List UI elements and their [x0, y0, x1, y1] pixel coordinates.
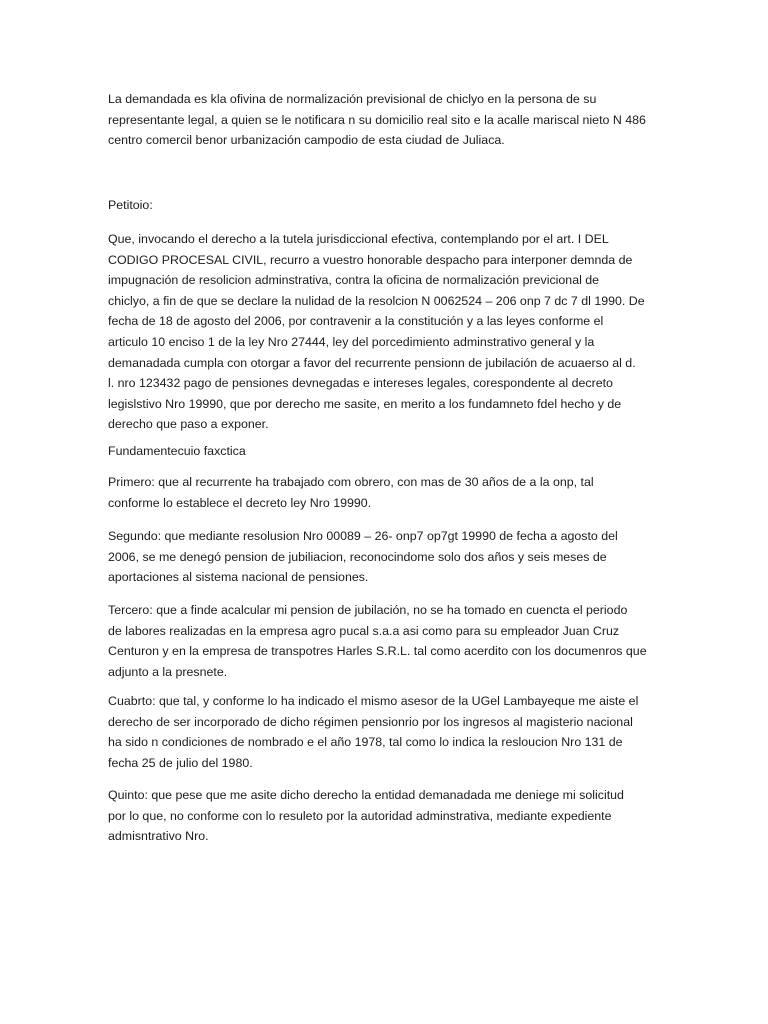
petitorio-paragraph: Que, invocando el derecho a la tutela jurisdiccional efectiva, contemplando por el art. I DEL CODIGO PROCESAL CIVIL, recurro a vuestro honorable despacho para interponer demnda de impugnación de resolicion adminstrativa, contra la oficina de normalización previcional de chiclyo, a fin de que se declare la nulidad de la resolcion N 0062524 – 206 onp 7 dc 7 dl 1990. De fecha de 18 de agosto del 2006, por contravenir a la constitución y a las leyes conforme el articulo 10 enciso 1 de la ley Nro 27444, ley del porcedimiento adminstrativo general y la demanadada cumpla con otorgar a favor del recurrente pensionn de jubilación de acuaerso al d. l. nro 123432 pago de pensiones devnegadas e intereses legales, corespondente al decreto legislstivo Nro 19990, que por derecho me sasite, en merito a los fundamneto fdel hecho y de derecho que paso a exponer.: [108, 232, 645, 432]
primero-paragraph: Primero: que al recurrente ha trabajado com obrero, con mas de 30 años de a la onp, tal conforme lo establece el decreto ley Nro 19990.: [108, 475, 594, 510]
segundo-paragraph: Segundo: que mediante resolusion Nro 00089 – 26- onp7 op7gt 19990 de fecha a agosto del 2006, se me denegó pension de jubiliacion, reconocindome solo dos años y seis meses de aportaciones al sistema nacional de pensiones.: [108, 529, 618, 585]
quinto-paragraph: Quinto: que pese que me asite dicho derecho la entidad demanadada me deniege mi solicitud por lo que, no conforme con lo resuleto por la autoridad adminstrativa, mediante expediente admisntrativo Nro.: [108, 788, 624, 844]
cuarto-paragraph: Cuabrto: que tal, y conforme lo ha indicado el mismo asesor de la UGel Lambayeque me aiste el derecho de ser incorporado de dicho régimen pensionrio por los ingresos al magisterio nacional ha sido n condiciones de nombrado e el año 1978, tal como lo indica la resloucion Nro 131 de fecha 25 de julio del 1980.: [108, 694, 639, 770]
fundamentos-heading: Fundamentecuio faxctica: [108, 444, 246, 458]
petitorio-heading: Petitoio:: [108, 198, 153, 212]
tercero-paragraph: Tercero: que a finde acalcular mi pension de jubilación, no se ha tomado en cuencta el periodo de labores realizadas en la empresa agro pucal s.a.a asi como para su empleador Juan Cruz Centuron y en la empresa de transpotres Harles S.R.L. tal como acerdito con los documenros que adjunto a la presnete.: [108, 603, 647, 679]
intro-paragraph: La demandada es kla ofivina de normalización previsional de chiclyo en la persona de su representante legal, a quien se le notificara n su domicilio real sito e la acalle mariscal nieto N 486 centro comercil benor urbanización campodio de esta ciudad de Juliaca.: [108, 92, 646, 148]
